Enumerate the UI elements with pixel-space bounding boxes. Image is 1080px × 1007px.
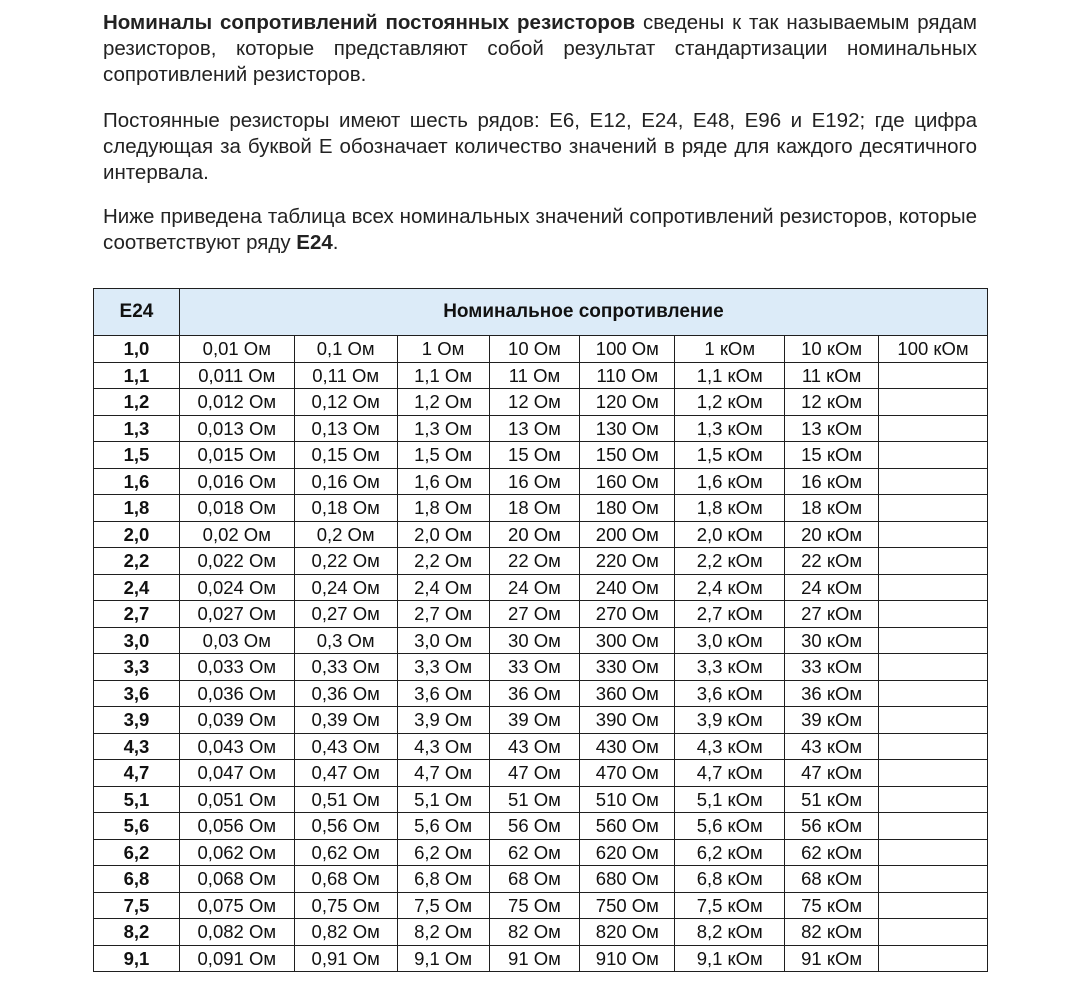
table-cell-value: 1,1 Ом [397,362,489,389]
table-cell-value: 75 кОм [785,892,879,919]
table-cell-value: 5,6 Ом [397,813,489,840]
table-cell-value [879,919,988,946]
table-cell-value: 270 Ом [580,601,675,628]
table-cell-value [879,362,988,389]
table-cell-value: 18 Ом [489,495,580,522]
table-cell-series: 6,2 [94,839,180,866]
table-cell-value: 10 Ом [489,336,580,363]
table-row [94,919,988,946]
table-cell-value: 6,8 Ом [397,866,489,893]
table-cell-value: 390 Ом [580,707,675,734]
table-cell-value [879,389,988,416]
table-cell-value: 51 кОм [785,786,879,813]
table-cell-value: 110 Ом [580,362,675,389]
table-cell-value: 6,8 кОм [675,866,785,893]
table-cell-value: 0,16 Ом [294,468,397,495]
table-cell-value: 43 Ом [489,733,580,760]
table-cell-value [879,442,988,469]
table-cell-value [879,548,988,575]
table-cell-value: 100 кОм [879,336,988,363]
table-cell-value: 0,024 Ом [179,574,294,601]
table-cell-value: 4,7 кОм [675,760,785,787]
table-cell-value: 3,3 Ом [397,654,489,681]
table-cell-series: 4,3 [94,733,180,760]
table-cell-value: 6,2 кОм [675,839,785,866]
table-cell-value: 0,011 Ом [179,362,294,389]
table-cell-value: 13 кОм [785,415,879,442]
table-cell-value: 0,016 Ом [179,468,294,495]
table-row [94,601,988,628]
table-cell-value: 91 Ом [489,945,580,972]
table-cell-value: 8,2 Ом [397,919,489,946]
table-cell-value: 12 кОм [785,389,879,416]
table-cell-value: 51 Ом [489,786,580,813]
table-cell-series: 1,2 [94,389,180,416]
table-row [94,760,988,787]
table-cell-value: 15 Ом [489,442,580,469]
table-cell-value: 0,75 Ом [294,892,397,919]
table-cell-value: 1,2 кОм [675,389,785,416]
table-cell-value [879,760,988,787]
table-cell-value: 910 Ом [580,945,675,972]
table-cell-value [879,627,988,654]
table-row [94,548,988,575]
table-cell-value: 3,0 кОм [675,627,785,654]
table-cell-value: 68 кОм [785,866,879,893]
table-cell-value: 27 кОм [785,601,879,628]
table-cell-value: 1,3 кОм [675,415,785,442]
intro-paragraph-2: Постоянные резисторы имеют шесть рядов: E6, E12, E24, E48, E96 и E192; где цифра следующая за буквой Е обозначает количество значений в ряде для каждого десятичного интервала. [103,109,977,184]
table-cell-value: 30 Ом [489,627,580,654]
table-cell-series: 1,3 [94,415,180,442]
table-cell-value: 9,1 Ом [397,945,489,972]
table-row [94,468,988,495]
table-cell-value: 0,01 Ом [179,336,294,363]
table-cell-value: 4,3 Ом [397,733,489,760]
table-cell-value [879,866,988,893]
table-row [94,415,988,442]
table-cell-value: 1,5 кОм [675,442,785,469]
table-cell-value [879,574,988,601]
table-cell-value: 0,33 Ом [294,654,397,681]
table-cell-value: 47 Ом [489,760,580,787]
table-cell-value: 36 кОм [785,680,879,707]
table-cell-value: 130 Ом [580,415,675,442]
table-cell-value: 56 кОм [785,813,879,840]
table-cell-value: 39 кОм [785,707,879,734]
table-cell-value: 1,2 Ом [397,389,489,416]
table-cell-value: 0,36 Ом [294,680,397,707]
table-cell-series: 3,0 [94,627,180,654]
intro-paragraph-3-text: Ниже приведена таблица всех номинальных значений сопротивлений резисторов, которые соответствуют ряду [103,205,977,254]
table-row [94,866,988,893]
table-cell-value: 82 кОм [785,919,879,946]
table-cell-series: 5,6 [94,813,180,840]
table-cell-series: 2,7 [94,601,180,628]
table-cell-value: 560 Ом [580,813,675,840]
table-cell-value: 3,6 Ом [397,680,489,707]
table-cell-value: 13 Ом [489,415,580,442]
table-cell-value: 3,3 кОм [675,654,785,681]
table-cell-value: 0,22 Ом [294,548,397,575]
table-cell-value: 24 Ом [489,574,580,601]
table-cell-value: 0,062 Ом [179,839,294,866]
table-cell-value: 20 Ом [489,521,580,548]
table-cell-value: 39 Ом [489,707,580,734]
table-cell-series: 4,7 [94,760,180,787]
table-cell-value: 9,1 кОм [675,945,785,972]
table-cell-value: 62 кОм [785,839,879,866]
table-cell-value: 0,082 Ом [179,919,294,946]
table-cell-value: 0,068 Ом [179,866,294,893]
table-cell-value: 0,24 Ом [294,574,397,601]
table-cell-series: 3,6 [94,680,180,707]
table-cell-value: 620 Ом [580,839,675,866]
table-cell-value: 47 кОм [785,760,879,787]
table-cell-value: 11 Ом [489,362,580,389]
table-cell-value: 0,47 Ом [294,760,397,787]
table-cell-value: 0,027 Ом [179,601,294,628]
table-cell-value [879,468,988,495]
table-cell-value: 0,02 Ом [179,521,294,548]
table-cell-value: 220 Ом [580,548,675,575]
table-cell-value: 4,3 кОм [675,733,785,760]
table-cell-value: 180 Ом [580,495,675,522]
table-cell-value: 0,15 Ом [294,442,397,469]
table-cell-value [879,707,988,734]
table-cell-value: 75 Ом [489,892,580,919]
table-cell-value: 3,0 Ом [397,627,489,654]
table-cell-value: 5,1 кОм [675,786,785,813]
table-cell-value: 20 кОм [785,521,879,548]
table-cell-value: 100 Ом [580,336,675,363]
table-cell-value: 0,18 Ом [294,495,397,522]
table-cell-value: 3,6 кОм [675,680,785,707]
table-cell-value: 0,015 Ом [179,442,294,469]
table-cell-series: 3,3 [94,654,180,681]
table-header-row [94,289,988,336]
table-cell-series: 1,5 [94,442,180,469]
table-cell-value: 1,1 кОм [675,362,785,389]
table-cell-value: 2,4 кОм [675,574,785,601]
table-cell-value: 3,9 кОм [675,707,785,734]
table-row [94,442,988,469]
table-cell-value: 1,6 Ом [397,468,489,495]
table-cell-value: 8,2 кОм [675,919,785,946]
table-cell-value: 1 кОм [675,336,785,363]
table-cell-series: 8,2 [94,919,180,946]
intro-paragraph-1-text: сведены к так называемым рядам резисторов, которые представляют собой результат стандартизации номинальных сопротивлений резисторов. [103,11,977,86]
table-cell-value: 430 Ом [580,733,675,760]
table-body [94,336,988,972]
table-cell-value: 160 Ом [580,468,675,495]
table-cell-value: 12 Ом [489,389,580,416]
table-row [94,389,988,416]
table-cell-value: 0,91 Ом [294,945,397,972]
table-cell-value: 0,036 Ом [179,680,294,707]
table-cell-value: 91 кОм [785,945,879,972]
table-row [94,521,988,548]
table-cell-value: 68 Ом [489,866,580,893]
table-cell-value: 0,39 Ом [294,707,397,734]
table-cell-value: 0,043 Ом [179,733,294,760]
table-cell-value [879,654,988,681]
table-cell-value: 2,7 Ом [397,601,489,628]
table-cell-value: 0,51 Ом [294,786,397,813]
table-cell-value: 43 кОм [785,733,879,760]
table-cell-value: 22 Ом [489,548,580,575]
table-cell-value: 0,56 Ом [294,813,397,840]
table-cell-series: 7,5 [94,892,180,919]
table-cell-value: 470 Ом [580,760,675,787]
table-row [94,707,988,734]
table-cell-series: 1,0 [94,336,180,363]
table-cell-value: 820 Ом [580,919,675,946]
table-cell-series: 3,9 [94,707,180,734]
table-cell-value: 0,075 Ом [179,892,294,919]
table-cell-value: 30 кОм [785,627,879,654]
table-cell-value: 0,039 Ом [179,707,294,734]
table-cell-value [879,733,988,760]
table-cell-value: 0,033 Ом [179,654,294,681]
table-cell-value: 16 Ом [489,468,580,495]
table-cell-value [879,786,988,813]
header-series: Е24 [94,289,180,336]
table-cell-value: 36 Ом [489,680,580,707]
table-cell-value: 4,7 Ом [397,760,489,787]
table-cell-series: 2,2 [94,548,180,575]
table-cell-value: 1,8 кОм [675,495,785,522]
table-cell-value [879,415,988,442]
table-cell-value: 1 Ом [397,336,489,363]
table-cell-value: 1,5 Ом [397,442,489,469]
table-row [94,813,988,840]
table-row [94,627,988,654]
table-cell-value: 2,2 кОм [675,548,785,575]
table-row [94,839,988,866]
table-cell-value: 0,43 Ом [294,733,397,760]
table-cell-value: 330 Ом [580,654,675,681]
table-cell-value: 33 Ом [489,654,580,681]
table-cell-value: 22 кОм [785,548,879,575]
table-cell-value [879,813,988,840]
table-cell-value: 0,091 Ом [179,945,294,972]
table-cell-series: 1,8 [94,495,180,522]
table-cell-value [879,601,988,628]
table-cell-value: 0,82 Ом [294,919,397,946]
table-cell-value: 2,4 Ом [397,574,489,601]
table-row [94,654,988,681]
table-cell-value: 0,11 Ом [294,362,397,389]
table-cell-series: 2,4 [94,574,180,601]
table-cell-series: 1,1 [94,362,180,389]
table-cell-value: 0,68 Ом [294,866,397,893]
table-cell-value: 7,5 кОм [675,892,785,919]
table-cell-value: 0,03 Ом [179,627,294,654]
intro-paragraph-3-bold: Е24 [296,231,333,254]
table-row [94,680,988,707]
table-row [94,574,988,601]
table-cell-value: 33 кОм [785,654,879,681]
table-cell-value: 0,12 Ом [294,389,397,416]
table-cell-value: 0,047 Ом [179,760,294,787]
table-cell-series: 2,0 [94,521,180,548]
intro-paragraph-1-bold: Номиналы сопротивлений постоянных резисторов [103,11,636,34]
table-cell-value: 1,8 Ом [397,495,489,522]
table-cell-value: 56 Ом [489,813,580,840]
table-cell-value: 680 Ом [580,866,675,893]
table-cell-value [879,945,988,972]
table-cell-value: 0,056 Ом [179,813,294,840]
table-cell-value: 200 Ом [580,521,675,548]
intro-paragraph-3 [103,204,977,256]
table-cell-value: 6,2 Ом [397,839,489,866]
table-cell-value: 0,27 Ом [294,601,397,628]
table-row [94,336,988,363]
table-cell-value: 120 Ом [580,389,675,416]
table-cell-value: 5,1 Ом [397,786,489,813]
table-cell-value: 750 Ом [580,892,675,919]
table-cell-value: 3,9 Ом [397,707,489,734]
table-cell-value [879,839,988,866]
table-cell-value: 11 кОм [785,362,879,389]
table-cell-value: 7,5 Ом [397,892,489,919]
intro-paragraph-3-end: . [332,231,339,254]
table-cell-value: 2,2 Ом [397,548,489,575]
table-cell-value: 0,62 Ом [294,839,397,866]
table-row [94,495,988,522]
table-cell-value: 16 кОм [785,468,879,495]
table-cell-value: 5,6 кОм [675,813,785,840]
table-row [94,733,988,760]
table-cell-value: 0,051 Ом [179,786,294,813]
table-cell-value: 2,0 Ом [397,521,489,548]
table-cell-series: 9,1 [94,945,180,972]
table-cell-value: 18 кОм [785,495,879,522]
table-cell-value [879,680,988,707]
table-cell-value: 300 Ом [580,627,675,654]
table-cell-value: 2,0 кОм [675,521,785,548]
table-cell-value: 0,012 Ом [179,389,294,416]
table-cell-value: 0,1 Ом [294,336,397,363]
table-row [94,786,988,813]
table-cell-value: 82 Ом [489,919,580,946]
table-cell-value: 2,7 кОм [675,601,785,628]
table-cell-value: 10 кОм [785,336,879,363]
table-row [94,892,988,919]
table-cell-value: 24 кОм [785,574,879,601]
table-row [94,945,988,972]
table-cell-value [879,495,988,522]
table-cell-value: 15 кОм [785,442,879,469]
table-cell-value: 360 Ом [580,680,675,707]
table-cell-value: 62 Ом [489,839,580,866]
table-cell-value: 510 Ом [580,786,675,813]
table-cell-value: 240 Ом [580,574,675,601]
table-cell-value: 0,13 Ом [294,415,397,442]
table-cell-value: 0,3 Ом [294,627,397,654]
table-row [94,362,988,389]
intro-paragraph-1 [103,10,977,88]
table-cell-value: 0,022 Ом [179,548,294,575]
e24-resistor-table [93,288,988,972]
table-cell-value: 27 Ом [489,601,580,628]
table-cell-series: 1,6 [94,468,180,495]
table-cell-value: 150 Ом [580,442,675,469]
table-cell-series: 6,8 [94,866,180,893]
header-nominal-resistance: Номинальное сопротивление [179,289,987,336]
table-cell-value: 0,013 Ом [179,415,294,442]
table-cell-value: 1,6 кОм [675,468,785,495]
table-cell-value: 0,2 Ом [294,521,397,548]
table-cell-series: 5,1 [94,786,180,813]
table-cell-value: 0,018 Ом [179,495,294,522]
table-cell-value: 1,3 Ом [397,415,489,442]
table-cell-value [879,892,988,919]
table-cell-value [879,521,988,548]
